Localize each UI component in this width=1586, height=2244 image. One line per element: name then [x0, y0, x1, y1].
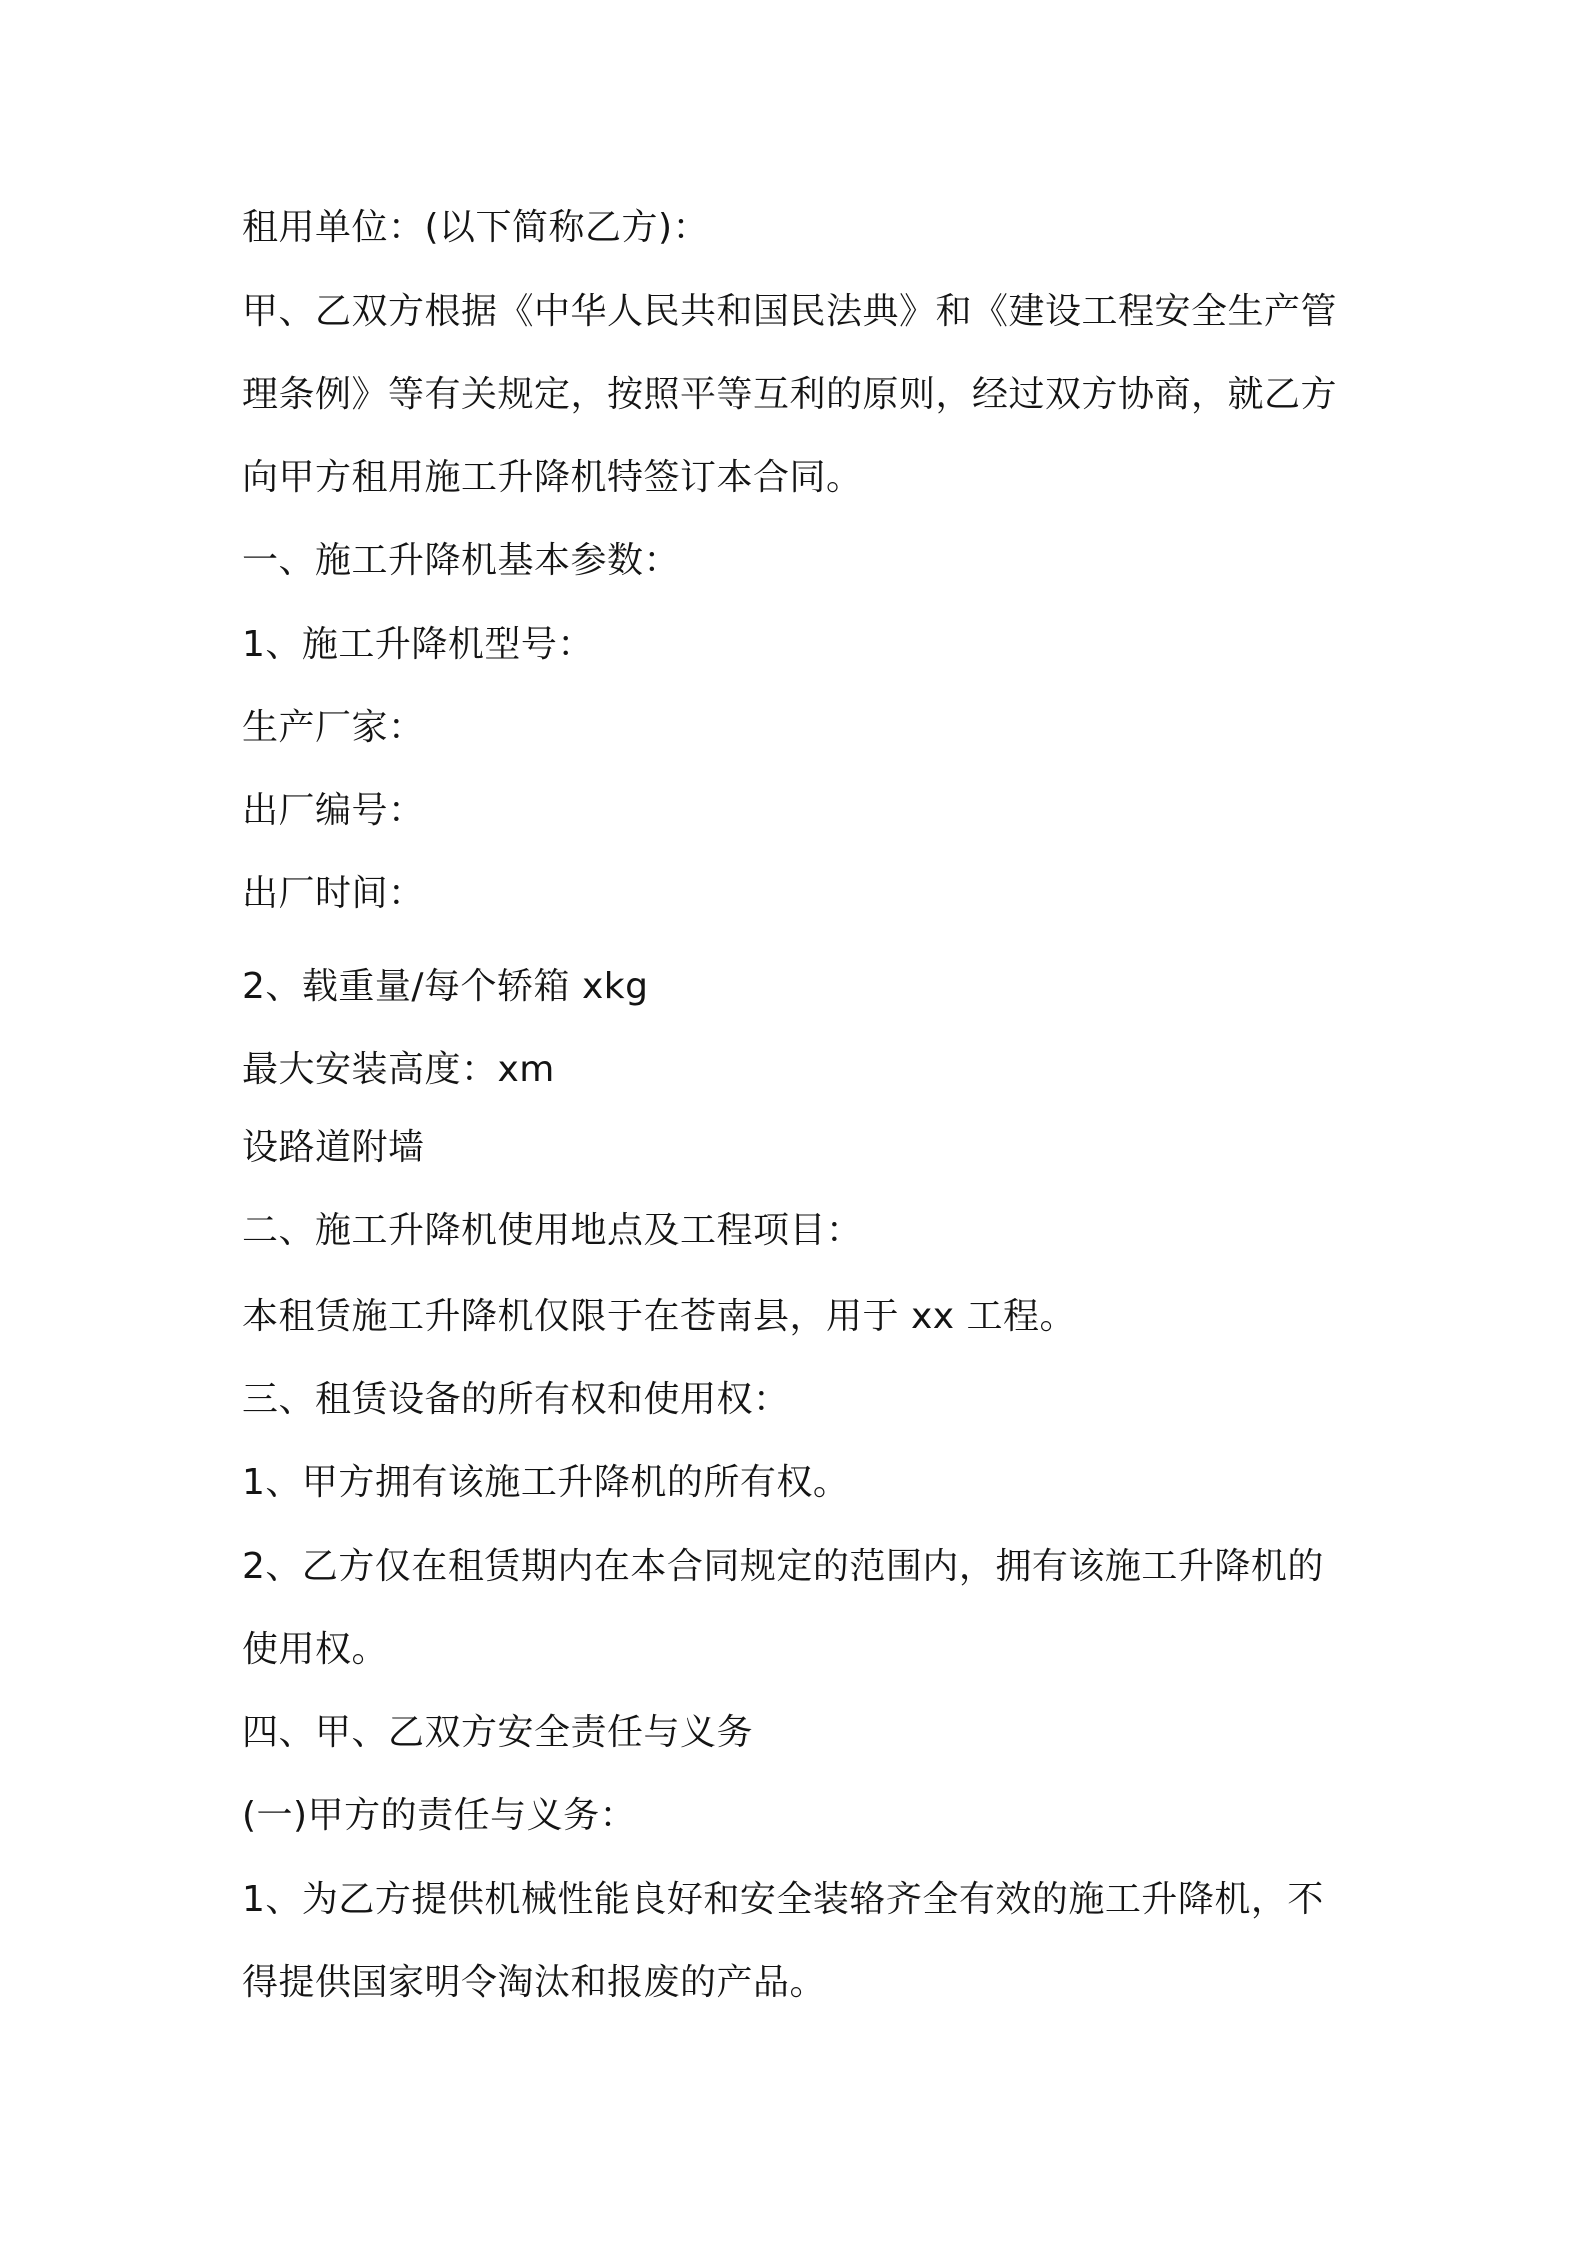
text-line-model: 1、施工升降机型号：	[242, 624, 594, 665]
section-heading-3: 三、租赁设备的所有权和使用权：	[242, 1379, 790, 1420]
text-line-duty-1a: 1、为乙方提供机械性能良好和安全装辂齐全有效的施工升降机，不	[242, 1879, 1324, 1920]
text-line-wall-ties: 设路道附墙	[242, 1127, 425, 1168]
text-line-max-height: 最大安装高度：xm	[242, 1049, 555, 1090]
section-heading-1: 一、施工升降机基本参数：	[242, 540, 681, 581]
text-line-preamble-1: 甲、乙双方根据《中华人民共和国民法典》和《建设工程安全生产管	[242, 291, 1338, 332]
text-line-location: 本租赁施工升降机仅限于在苍南县，用于 xx 工程。	[242, 1296, 1076, 1337]
text-line-ownership-1: 1、甲方拥有该施工升降机的所有权。	[242, 1462, 850, 1503]
text-line-serial-number: 出厂编号：	[242, 790, 425, 831]
text-line-duty-1b: 得提供国家明令淘汰和报废的产品。	[242, 1962, 827, 2003]
text-line-ownership-2: 2、乙方仅在租赁期内在本合同规定的范围内，拥有该施工升降机的	[242, 1546, 1324, 1587]
text-line-preamble-2: 理条例》等有关规定，按照平等互利的原则，经过双方协商，就乙方	[242, 374, 1338, 415]
text-line-preamble-3: 向甲方租用施工升降机特签订本合同。	[242, 457, 863, 498]
text-line-factory-date: 出厂时间：	[242, 873, 425, 914]
section-heading-2: 二、施工升降机使用地点及工程项目：	[242, 1210, 863, 1251]
text-line-manufacturer: 生产厂家：	[242, 707, 425, 748]
section-heading-4: 四、甲、乙双方安全责任与义务	[242, 1712, 754, 1753]
text-line-ownership-3: 使用权。	[242, 1629, 389, 1670]
text-line-load: 2、载重量/每个轿箱 xkg	[242, 966, 649, 1007]
text-line-renter: 租用单位：(以下简称乙方)：	[242, 207, 710, 248]
subsection-heading-party-a: (一)甲方的责任与义务：	[242, 1795, 637, 1836]
